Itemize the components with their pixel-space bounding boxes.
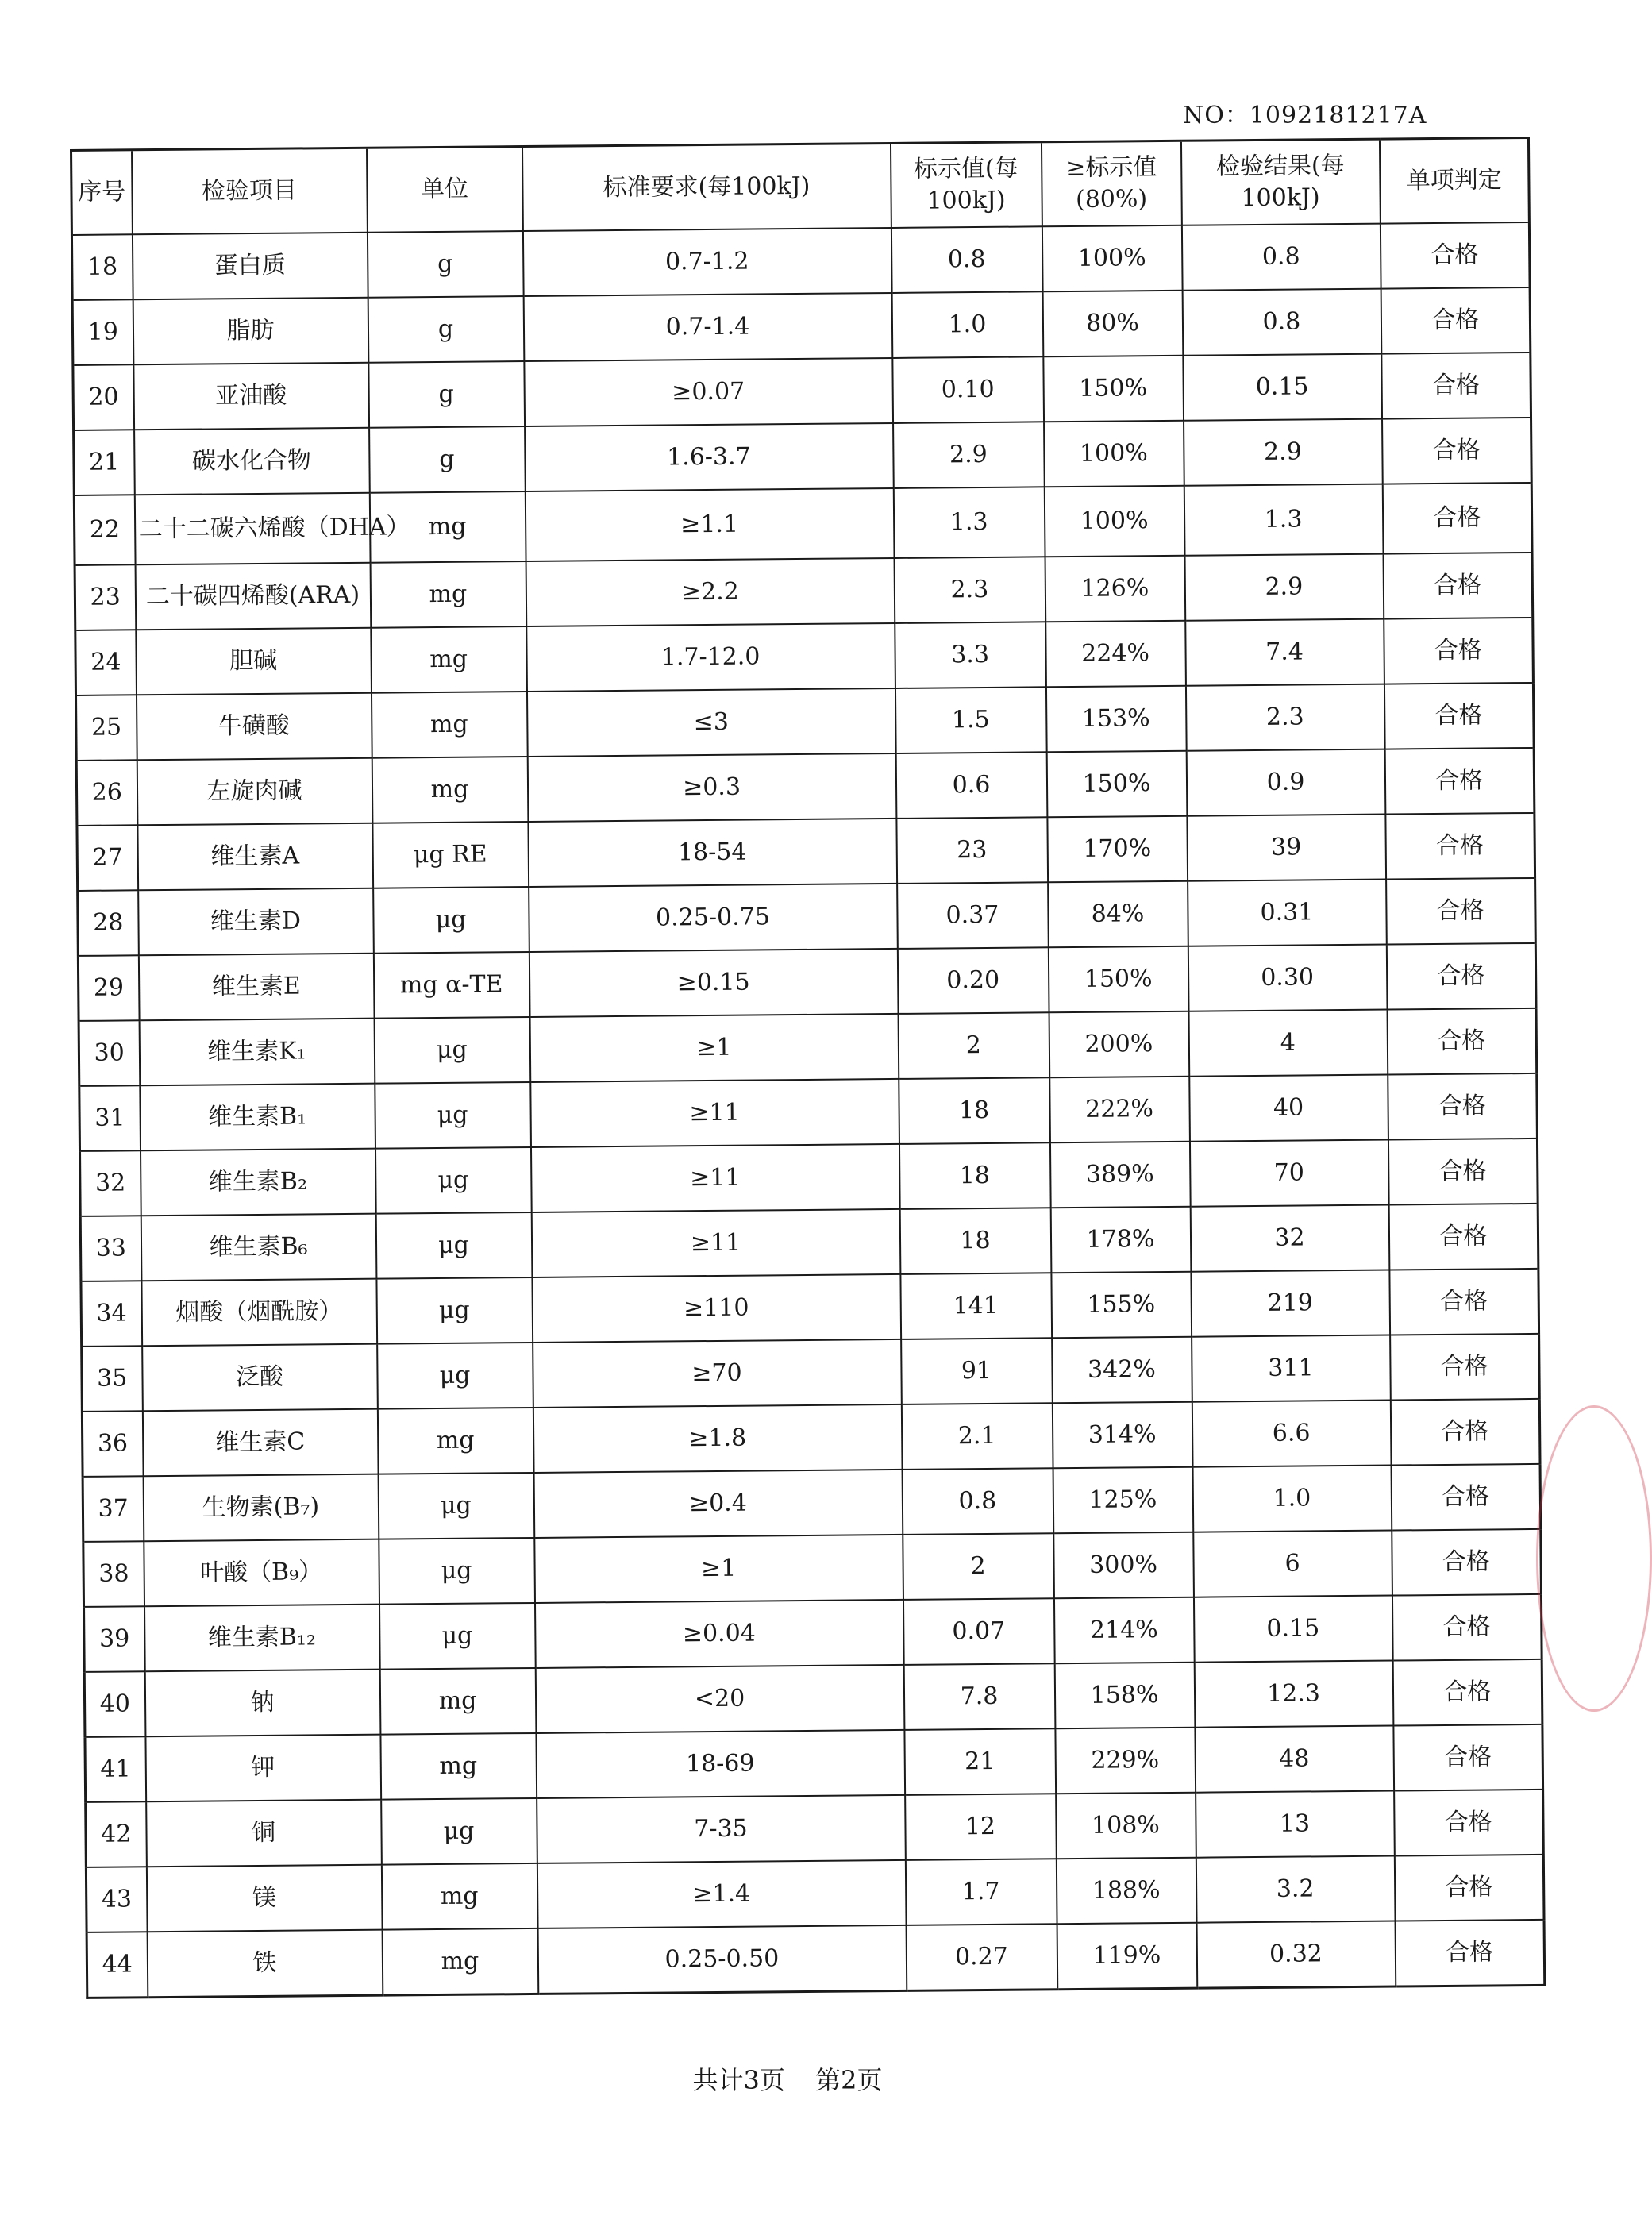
percent-of-label: 84% xyxy=(1048,881,1188,948)
standard-requirement: ≥1.8 xyxy=(533,1404,902,1473)
row-number: 35 xyxy=(82,1346,143,1412)
standard-requirement: 18-54 xyxy=(528,819,897,887)
test-result: 48 xyxy=(1195,1726,1394,1793)
labeled-value: 1.0 xyxy=(891,291,1043,358)
standard-requirement: 1.6-3.7 xyxy=(525,423,894,491)
header-percent-of-label: ≥标示值(80%) xyxy=(1041,141,1181,226)
table-header-row xyxy=(71,137,1530,235)
inspection-item: 维生素E xyxy=(138,954,374,1021)
standard-requirement: ≥1.1 xyxy=(525,488,894,561)
test-result: 6 xyxy=(1193,1531,1392,1597)
verdict: 合格 xyxy=(1390,1399,1540,1466)
labeled-value: 12 xyxy=(905,1794,1057,1860)
unit: mg xyxy=(370,561,526,628)
percent-of-label: 224% xyxy=(1045,621,1186,688)
percent-of-label: 153% xyxy=(1045,686,1186,753)
header-standard: 标准要求(每100kJ) xyxy=(522,143,891,231)
inspection-item: 蛋白质 xyxy=(132,233,368,300)
standard-requirement: ≥2.2 xyxy=(526,558,895,626)
row-number: 31 xyxy=(79,1085,141,1151)
header-no: 序号 xyxy=(71,150,133,235)
percent-of-label: 229% xyxy=(1055,1728,1196,1794)
labeled-value: 141 xyxy=(900,1273,1052,1339)
unit: mg α-TE xyxy=(373,952,529,1019)
unit: mg xyxy=(381,1863,537,1930)
standard-requirement: ≥11 xyxy=(531,1209,900,1277)
labeled-value: 0.8 xyxy=(891,226,1042,293)
test-result: 2.9 xyxy=(1184,419,1383,486)
unit: μg xyxy=(379,1538,535,1605)
verdict: 合格 xyxy=(1389,1269,1539,1335)
percent-of-label: 100% xyxy=(1044,421,1184,487)
table-row xyxy=(80,1204,1538,1281)
verdict: 合格 xyxy=(1384,748,1535,815)
table-row xyxy=(86,1790,1544,1867)
verdict: 合格 xyxy=(1384,683,1534,749)
verdict: 合格 xyxy=(1391,1464,1541,1531)
labeled-value: 18 xyxy=(899,1077,1050,1144)
verdict: 合格 xyxy=(1386,878,1536,945)
verdict: 合格 xyxy=(1392,1659,1542,1726)
table-body xyxy=(71,222,1544,1998)
inspection-item: 烟酸（烟酰胺） xyxy=(141,1279,377,1347)
test-result: 4 xyxy=(1188,1010,1388,1077)
row-number: 41 xyxy=(85,1736,146,1802)
unit: g xyxy=(368,361,525,428)
standard-requirement: ≥0.15 xyxy=(529,949,898,1017)
table-row xyxy=(86,1855,1544,1932)
inspection-item: 镁 xyxy=(146,1865,382,1932)
percent-of-label: 214% xyxy=(1053,1597,1194,1664)
inspection-item: 钠 xyxy=(144,1670,380,1737)
test-result: 6.6 xyxy=(1192,1401,1391,1467)
verdict: 合格 xyxy=(1392,1529,1542,1596)
unit: mg xyxy=(369,491,526,563)
unit: μg xyxy=(378,1473,534,1539)
labeled-value: 7.8 xyxy=(903,1663,1055,1730)
table-row xyxy=(73,353,1531,430)
labeled-value: 1.5 xyxy=(895,687,1046,753)
table-row xyxy=(82,1399,1540,1477)
unit: μg xyxy=(377,1343,533,1409)
standard-requirement: 0.7-1.4 xyxy=(523,293,892,361)
inspection-item: 碳水化合物 xyxy=(134,428,370,495)
inspection-item: 二十碳四烯酸(ARA) xyxy=(135,563,371,630)
labeled-value: 2 xyxy=(898,1012,1049,1079)
table-row xyxy=(79,1008,1537,1086)
verdict: 合格 xyxy=(1394,1855,1544,1921)
verdict: 合格 xyxy=(1381,287,1531,354)
standard-requirement: ≥0.4 xyxy=(533,1470,903,1538)
table-row xyxy=(75,553,1533,630)
inspection-item: 亚油酸 xyxy=(133,363,369,430)
labeled-value: 0.27 xyxy=(906,1924,1057,1990)
test-result: 0.8 xyxy=(1181,224,1381,291)
percent-of-label: 150% xyxy=(1046,751,1187,818)
percent-of-label: 155% xyxy=(1051,1272,1192,1339)
row-number: 18 xyxy=(71,234,133,300)
verdict: 合格 xyxy=(1382,418,1532,484)
table-row xyxy=(78,943,1536,1021)
percent-of-label: 314% xyxy=(1052,1402,1192,1469)
standard-requirement: 18-69 xyxy=(536,1730,905,1798)
unit: g xyxy=(367,231,523,298)
row-number: 25 xyxy=(76,695,137,761)
percent-of-label: 150% xyxy=(1048,946,1188,1013)
test-result: 219 xyxy=(1191,1270,1390,1337)
inspection-item: 胆碱 xyxy=(136,628,372,695)
verdict: 合格 xyxy=(1387,1008,1537,1075)
standard-requirement: ≥1 xyxy=(534,1535,903,1603)
table-row xyxy=(79,1073,1538,1151)
row-number: 27 xyxy=(77,825,138,891)
table-row xyxy=(72,287,1531,365)
table-row xyxy=(76,748,1535,826)
labeled-value: 1.7 xyxy=(905,1859,1057,1925)
percent-of-label: 100% xyxy=(1044,486,1184,557)
inspection-item: 铜 xyxy=(146,1800,382,1867)
labeled-value: 2 xyxy=(903,1533,1054,1600)
labeled-value: 18 xyxy=(899,1208,1051,1274)
standard-requirement: ≥0.3 xyxy=(527,753,896,822)
header-item: 检验项目 xyxy=(132,148,368,234)
percent-of-label: 178% xyxy=(1050,1207,1191,1273)
test-result: 1.3 xyxy=(1184,484,1383,556)
table-row xyxy=(85,1724,1543,1802)
test-result: 1.0 xyxy=(1192,1466,1392,1532)
row-number: 29 xyxy=(78,955,139,1021)
standard-requirement: 1.7-12.0 xyxy=(526,623,895,692)
table-row xyxy=(82,1334,1540,1412)
unit: μg xyxy=(374,1017,530,1084)
test-result: 0.9 xyxy=(1186,749,1385,816)
verdict: 合格 xyxy=(1381,353,1531,419)
inspection-item: 二十二碳六烯酸（DHA） xyxy=(134,493,370,565)
row-number: 42 xyxy=(86,1801,147,1867)
verdict: 合格 xyxy=(1388,1204,1538,1270)
table-row xyxy=(76,683,1535,761)
test-result: 0.15 xyxy=(1183,354,1382,421)
inspection-item: 维生素K₁ xyxy=(139,1019,375,1086)
inspection-item: 叶酸（B₉） xyxy=(144,1539,379,1607)
test-result: 3.2 xyxy=(1196,1856,1395,1923)
inspection-item: 牛磺酸 xyxy=(137,693,372,761)
labeled-value: 0.07 xyxy=(903,1598,1054,1665)
unit: mg xyxy=(372,757,528,823)
inspection-item: 泛酸 xyxy=(142,1344,378,1412)
table-row xyxy=(84,1659,1542,1737)
inspection-item: 铁 xyxy=(147,1930,383,1998)
standard-requirement: ≥0.04 xyxy=(535,1600,904,1668)
inspection-item: 维生素B₆ xyxy=(141,1214,376,1281)
unit: mg xyxy=(380,1733,537,1800)
percent-of-label: 100% xyxy=(1042,225,1182,292)
unit: μg RE xyxy=(372,822,529,888)
standard-requirement: 0.7-1.2 xyxy=(522,228,891,296)
percent-of-label: 222% xyxy=(1049,1077,1190,1143)
test-result: 32 xyxy=(1190,1205,1389,1272)
labeled-value: 23 xyxy=(896,817,1048,884)
row-number: 26 xyxy=(76,760,137,826)
unit: mg xyxy=(382,1928,538,1995)
standard-requirement: 0.25-0.75 xyxy=(529,884,898,952)
inspection-table-wrapper xyxy=(70,137,1543,1999)
test-result: 40 xyxy=(1189,1075,1388,1142)
standard-requirement: ≥1 xyxy=(529,1014,899,1082)
labeled-value: 1.3 xyxy=(893,487,1045,558)
test-result: 0.8 xyxy=(1182,289,1381,356)
page-footer xyxy=(0,2060,1575,2097)
row-number: 30 xyxy=(79,1020,140,1086)
test-result: 311 xyxy=(1192,1335,1391,1402)
header-verdict: 单项判定 xyxy=(1379,137,1529,223)
test-result: 0.15 xyxy=(1193,1596,1392,1663)
unit: mg xyxy=(377,1408,533,1474)
verdict: 合格 xyxy=(1383,553,1533,619)
test-result: 0.31 xyxy=(1188,880,1387,946)
verdict: 合格 xyxy=(1380,222,1530,289)
header-result: 检验结果(每100kJ) xyxy=(1180,139,1380,225)
standard-requirement: 0.25-0.50 xyxy=(537,1925,907,1994)
row-number: 37 xyxy=(83,1476,144,1542)
verdict: 合格 xyxy=(1388,1139,1538,1205)
percent-of-label: 170% xyxy=(1047,816,1188,883)
labeled-value: 0.37 xyxy=(897,882,1049,949)
standard-requirement: ≥1.4 xyxy=(537,1860,906,1928)
standard-requirement: ≥0.07 xyxy=(524,358,893,426)
unit: μg xyxy=(373,887,529,954)
percent-of-label: 188% xyxy=(1056,1858,1196,1925)
unit: μg xyxy=(381,1798,537,1865)
row-number: 39 xyxy=(84,1606,145,1672)
table-row xyxy=(81,1269,1539,1347)
table-row xyxy=(77,813,1535,891)
header-unit: 单位 xyxy=(366,147,522,233)
test-result: 12.3 xyxy=(1194,1661,1393,1728)
row-number: 36 xyxy=(82,1411,143,1477)
report-number: NO：1092181217A xyxy=(1183,102,1427,129)
test-result: 7.4 xyxy=(1185,619,1384,686)
row-number: 40 xyxy=(84,1671,145,1737)
labeled-value: 2.9 xyxy=(893,422,1045,488)
row-number: 43 xyxy=(86,1867,147,1932)
labeled-value: 3.3 xyxy=(895,622,1046,688)
verdict: 合格 xyxy=(1386,943,1536,1010)
percent-of-label: 158% xyxy=(1054,1663,1195,1729)
percent-of-label: 342% xyxy=(1052,1337,1192,1404)
standard-requirement: ≥70 xyxy=(533,1339,902,1408)
inspection-item: 钾 xyxy=(145,1735,381,1802)
table-row xyxy=(80,1139,1538,1216)
unit: g xyxy=(368,296,524,363)
table-row xyxy=(87,1920,1545,1998)
table-row xyxy=(74,418,1532,495)
row-number: 44 xyxy=(87,1932,148,1998)
inspection-item: 维生素A xyxy=(137,823,373,891)
unit: μg xyxy=(376,1277,533,1344)
red-stamp-partial xyxy=(1536,1405,1652,1712)
table-row xyxy=(84,1594,1542,1672)
labeled-value: 0.20 xyxy=(897,947,1049,1014)
labeled-value: 2.1 xyxy=(901,1403,1053,1470)
verdict: 合格 xyxy=(1384,618,1534,684)
table-row xyxy=(83,1529,1542,1607)
table-row xyxy=(83,1464,1541,1542)
labeled-value: 2.3 xyxy=(894,557,1045,623)
row-number: 24 xyxy=(75,630,137,695)
unit: mg xyxy=(371,692,527,758)
row-number: 23 xyxy=(75,564,136,630)
test-result: 13 xyxy=(1196,1791,1395,1858)
standard-requirement: ≥110 xyxy=(532,1274,901,1343)
test-result: 2.9 xyxy=(1184,554,1384,621)
unit: μg xyxy=(375,1082,531,1149)
inspection-item: 维生素B₁ xyxy=(140,1084,375,1151)
test-result: 2.3 xyxy=(1185,684,1384,751)
verdict: 合格 xyxy=(1390,1334,1540,1401)
unit: mg xyxy=(379,1668,536,1735)
row-number: 21 xyxy=(74,430,135,495)
header-labeled-value: 标示值(每100kJ) xyxy=(890,142,1042,228)
percent-of-label: 200% xyxy=(1049,1011,1189,1078)
unit: μg xyxy=(375,1212,532,1279)
unit: μg xyxy=(379,1603,536,1670)
verdict: 合格 xyxy=(1382,483,1532,554)
test-result: 0.32 xyxy=(1196,1921,1396,1989)
row-number: 38 xyxy=(83,1541,144,1607)
verdict: 合格 xyxy=(1395,1920,1545,1986)
verdict: 合格 xyxy=(1393,1724,1543,1791)
unit: mg xyxy=(371,626,527,693)
total-pages: 共计3页 xyxy=(692,2065,785,2095)
percent-of-label: 80% xyxy=(1042,291,1183,357)
unit: μg xyxy=(375,1147,531,1214)
labeled-value: 21 xyxy=(904,1728,1056,1795)
standard-requirement: 7-35 xyxy=(537,1795,906,1863)
percent-of-label: 389% xyxy=(1049,1142,1190,1208)
current-page: 第2页 xyxy=(815,2065,883,2095)
percent-of-label: 125% xyxy=(1053,1467,1193,1534)
percent-of-label: 126% xyxy=(1045,556,1185,622)
row-number: 32 xyxy=(80,1150,141,1216)
verdict: 合格 xyxy=(1385,813,1535,880)
row-number: 19 xyxy=(72,299,133,365)
labeled-value: 18 xyxy=(899,1142,1050,1209)
row-number: 20 xyxy=(73,364,134,430)
inspection-item: 维生素D xyxy=(138,888,374,956)
standard-requirement: ≥11 xyxy=(530,1144,899,1212)
row-number: 22 xyxy=(74,495,135,565)
inspection-table xyxy=(70,137,1546,1999)
percent-of-label: 108% xyxy=(1056,1793,1196,1859)
labeled-value: 0.8 xyxy=(902,1468,1053,1535)
labeled-value: 0.10 xyxy=(892,356,1044,423)
test-result: 0.30 xyxy=(1188,945,1387,1011)
test-result: 70 xyxy=(1189,1140,1388,1207)
verdict: 合格 xyxy=(1392,1594,1542,1661)
verdict: 合格 xyxy=(1394,1790,1544,1856)
inspection-item: 脂肪 xyxy=(133,298,368,365)
labeled-value: 91 xyxy=(901,1338,1053,1404)
percent-of-label: 150% xyxy=(1043,356,1184,422)
inspection-item: 维生素B₂ xyxy=(141,1149,376,1216)
inspection-item: 维生素C xyxy=(142,1409,378,1477)
inspection-item: 维生素B₁₂ xyxy=(144,1605,380,1672)
verdict: 合格 xyxy=(1388,1073,1538,1140)
unit: g xyxy=(369,426,526,493)
percent-of-label: 119% xyxy=(1057,1923,1197,1990)
test-result: 39 xyxy=(1187,815,1386,881)
inspection-item: 生物素(B₇) xyxy=(143,1474,379,1542)
row-number: 28 xyxy=(78,890,139,956)
table-row xyxy=(71,222,1530,300)
standard-requirement: ≤3 xyxy=(526,688,895,757)
table-row xyxy=(78,878,1536,956)
row-number: 33 xyxy=(80,1216,141,1281)
standard-requirement: ≥11 xyxy=(530,1079,899,1147)
row-number: 34 xyxy=(81,1281,142,1347)
percent-of-label: 300% xyxy=(1053,1532,1194,1599)
labeled-value: 0.6 xyxy=(895,752,1047,819)
inspection-item: 左旋肉碱 xyxy=(137,758,372,826)
table-row xyxy=(74,483,1532,565)
table-row xyxy=(75,618,1534,695)
standard-requirement: <20 xyxy=(535,1665,904,1733)
